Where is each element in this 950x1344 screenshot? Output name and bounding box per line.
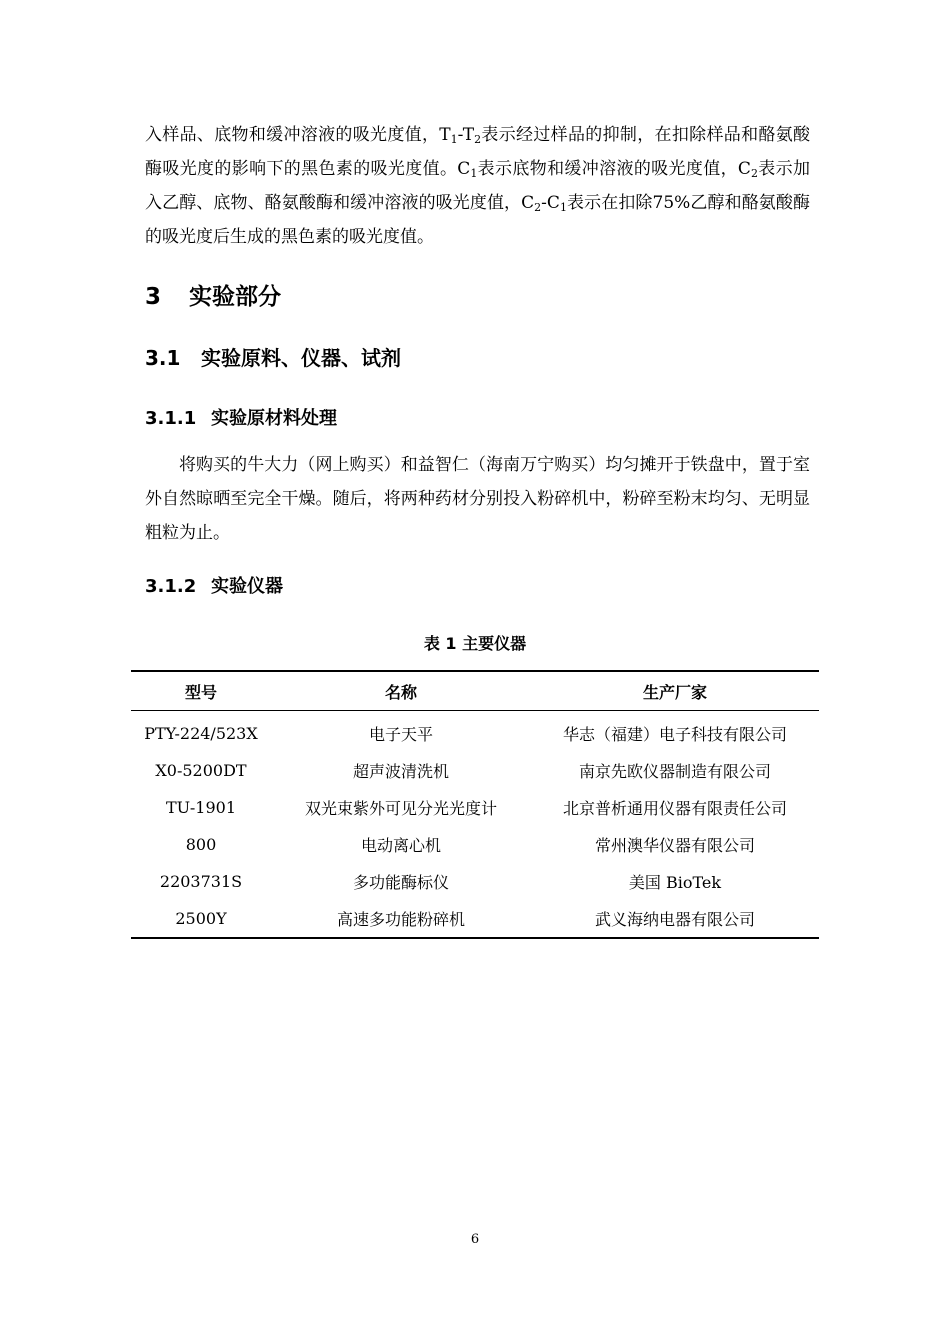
cell-model: 2500Y <box>175 909 227 928</box>
section-number: 3.1.2 <box>145 576 197 597</box>
subscript: 2 <box>474 133 482 146</box>
subscript: 1 <box>470 167 478 180</box>
section-title: 实验部分 <box>189 284 281 310</box>
intro-text: 表示经过样品的抑制，在扣除样品和酪氨酸酶吸光度的影响下的黑色素的吸光度值。C <box>145 125 811 179</box>
intro-text: 表示加入乙醇、底物、酪氨酸酶和缓冲溶液的吸光度值，C <box>145 159 811 213</box>
section-heading-3-1 <box>145 342 401 371</box>
table-row <box>131 711 819 753</box>
cell-manufacturer: 南京先欧仪器制造有限公司 <box>578 762 771 781</box>
intro-text: 表示在扣除75%乙醇和酪氨酸酶的吸光度后生成的黑色素的吸光度值。 <box>145 193 810 247</box>
header-model: 型号 <box>184 682 217 702</box>
section-number: 3.1 <box>145 346 181 370</box>
cell-manufacturer: 武义海纳电器有限公司 <box>594 910 755 929</box>
cell-manufacturer: 北京普析通用仪器有限责任公司 <box>562 799 787 818</box>
table-header-row <box>131 671 819 711</box>
intro-text: -T <box>457 125 475 145</box>
cell-name: 双光束紫外可见分光光度计 <box>304 799 497 818</box>
section-heading-3 <box>145 278 281 311</box>
processing-paragraph <box>145 448 810 550</box>
header-name: 名称 <box>384 682 417 702</box>
table-row <box>131 789 819 826</box>
section-number: 3.1.1 <box>145 408 197 429</box>
subscript: 1 <box>559 201 567 214</box>
cell-manufacturer: 华志（福建）电子科技有限公司 <box>562 725 787 744</box>
cell-model: X0-5200DT <box>155 761 247 780</box>
processing-text: 将购买的牛大力（网上购买）和益智仁（海南万宁购买）均匀摊开于铁盘中，置于室外自然晾晒至完全干燥。随后，将两种药材分别投入粉碎机中，粉碎至粉末均匀、无明显粗粒为止。 <box>145 455 810 543</box>
subscript: 1 <box>450 133 458 146</box>
cell-name: 多功能酶标仪 <box>352 873 449 892</box>
intro-text: 入样品、底物和缓冲溶液的吸光度值，T <box>145 125 451 145</box>
cell-manufacturer: 美国 BioTek <box>628 873 722 892</box>
section-number: 3 <box>145 284 162 310</box>
cell-model: TU-1901 <box>166 798 236 817</box>
intro-paragraph <box>145 118 810 254</box>
cell-model: 2203731S <box>159 872 243 891</box>
section-title: 实验原材料处理 <box>211 408 337 429</box>
cell-name: 电动离心机 <box>360 836 441 855</box>
section-title: 实验原料、仪器、试剂 <box>201 346 401 370</box>
intro-text: -C <box>541 193 560 213</box>
subscript: 2 <box>750 167 758 180</box>
cell-model: 800 <box>185 835 217 854</box>
cell-model: PTY-224/523X <box>144 724 258 743</box>
section-title: 实验仪器 <box>211 576 283 597</box>
table-row <box>131 900 819 938</box>
table-caption: 表 1 主要仪器 <box>423 634 527 653</box>
cell-manufacturer: 常州澳华仪器有限公司 <box>594 836 755 855</box>
subscript: 2 <box>534 201 542 214</box>
cell-name: 高速多功能粉碎机 <box>336 910 465 929</box>
cell-name: 电子天平 <box>368 725 433 744</box>
cell-name: 超声波清洗机 <box>352 762 449 781</box>
section-heading-3-1-2 <box>145 572 283 598</box>
table-row <box>131 752 819 789</box>
section-heading-3-1-1 <box>145 404 337 430</box>
intro-text: 表示底物和缓冲溶液的吸光度值，C <box>477 159 751 179</box>
table-row <box>131 826 819 863</box>
instrument-table <box>131 670 819 939</box>
page-number: 6 <box>470 1232 480 1247</box>
table-row <box>131 863 819 900</box>
instrument-table-wrapper <box>131 670 819 939</box>
header-manufacturer: 生产厂家 <box>642 682 707 702</box>
